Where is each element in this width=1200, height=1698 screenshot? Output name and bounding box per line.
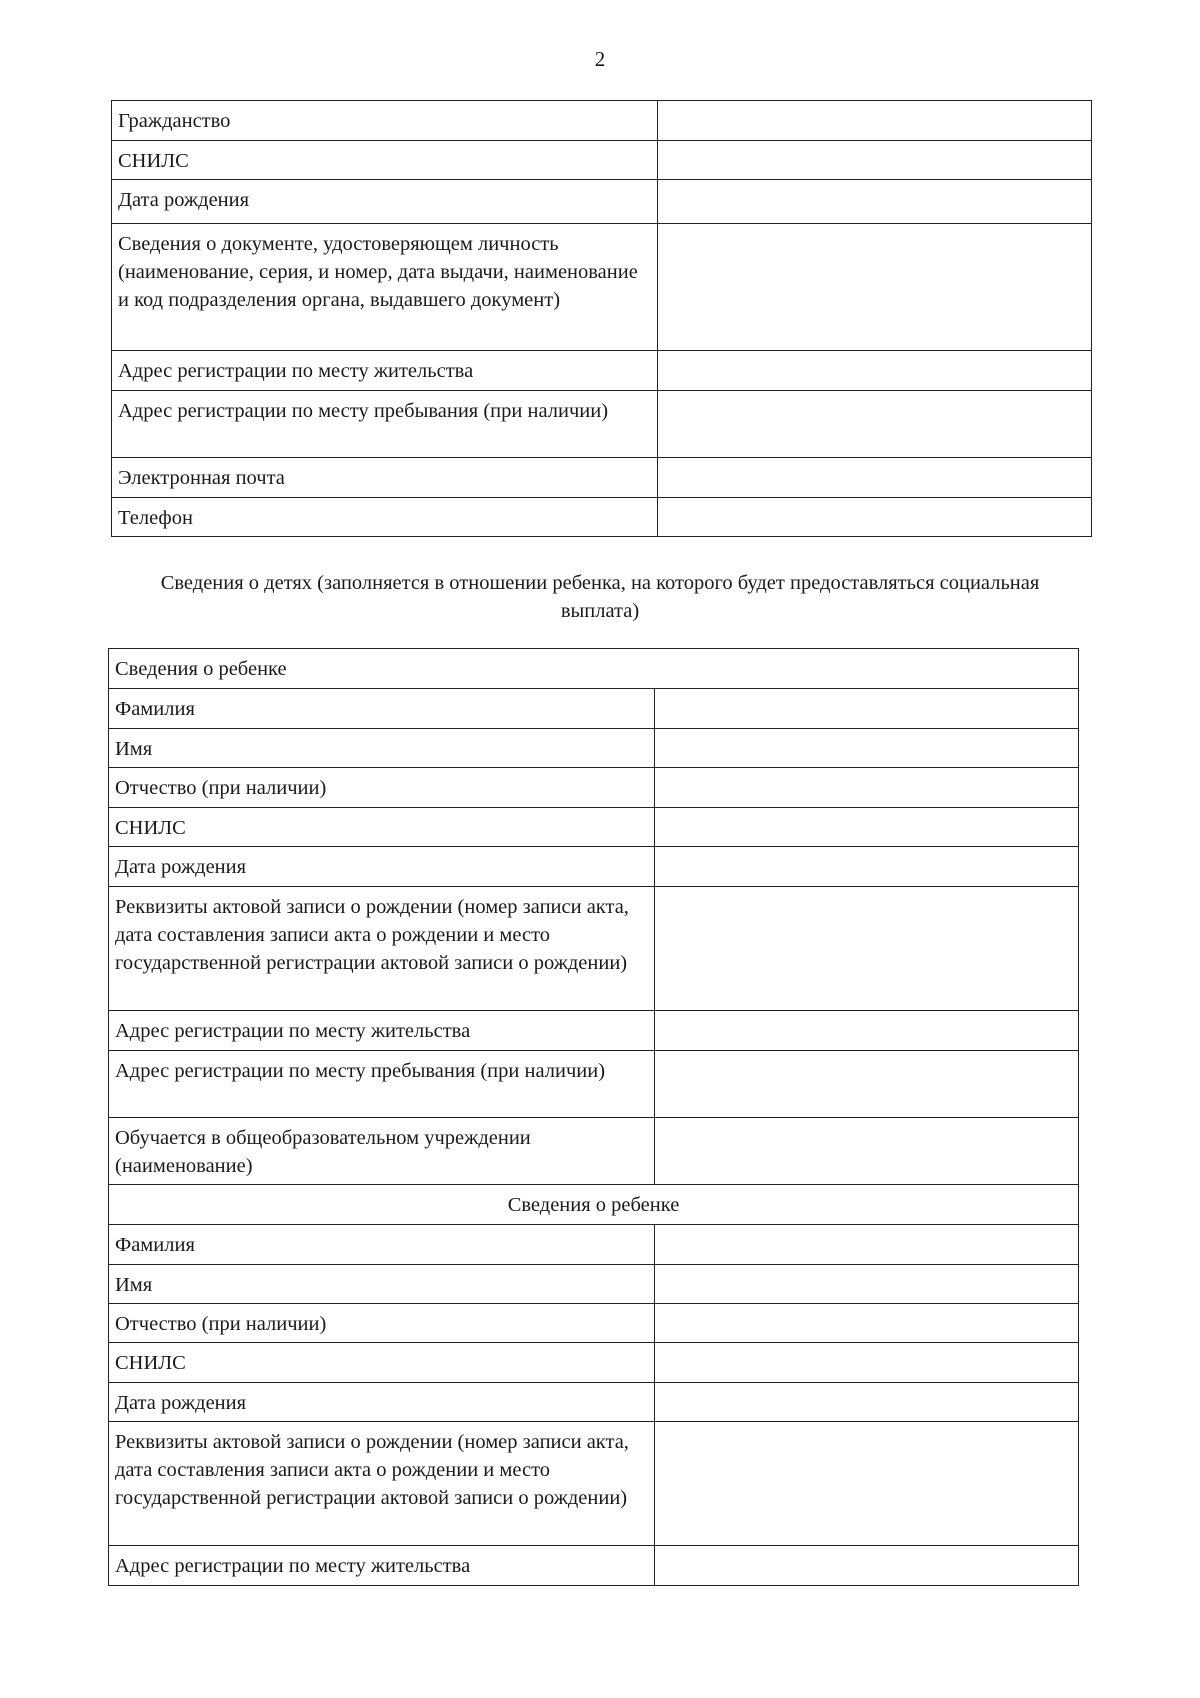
row-label: Адрес регистрации по месту жительства xyxy=(112,351,658,391)
child-2-surname-field[interactable] xyxy=(655,1225,1079,1265)
applicant-table xyxy=(111,100,1092,537)
child-2-snils-field[interactable] xyxy=(655,1343,1079,1383)
child-2-patronymic-field[interactable] xyxy=(655,1304,1079,1343)
child-2-birth-date-field[interactable] xyxy=(655,1383,1079,1422)
row-label: Реквизиты актовой записи о рождении (номер записи акта, дата составления записи акта о рождении и место государственной регистрации актовой записи о рождении) xyxy=(109,1422,655,1546)
table-row xyxy=(109,1118,1079,1185)
child-1-residence-address-field[interactable] xyxy=(655,1011,1079,1051)
row-label: Дата рождения xyxy=(112,180,658,224)
table-row xyxy=(109,847,1079,887)
citizenship-field[interactable] xyxy=(658,101,1092,141)
child-1-surname-field[interactable] xyxy=(655,689,1079,729)
table-row xyxy=(112,101,1092,141)
email-field[interactable] xyxy=(658,458,1092,498)
child-1-patronymic-field[interactable] xyxy=(655,768,1079,808)
table-row xyxy=(109,689,1079,729)
row-label: Адрес регистрации по месту пребывания (при наличии) xyxy=(112,391,658,458)
row-label: Адрес регистрации по месту пребывания (при наличии) xyxy=(109,1051,655,1118)
table-row xyxy=(112,391,1092,458)
row-label: Фамилия xyxy=(109,689,655,729)
table-row xyxy=(112,141,1092,180)
table-row xyxy=(112,458,1092,498)
table-row xyxy=(109,1225,1079,1265)
row-label: Адрес регистрации по месту жительства xyxy=(109,1011,655,1051)
table-row xyxy=(112,180,1092,224)
birth-date-field[interactable] xyxy=(658,180,1092,224)
table-row xyxy=(109,729,1079,768)
table-row xyxy=(109,649,1079,689)
child-section-heading: Сведения о ребенке xyxy=(109,1185,1079,1225)
table-row xyxy=(109,1383,1079,1422)
child-2-name-field[interactable] xyxy=(655,1265,1079,1304)
row-label: СНИЛС xyxy=(112,141,658,180)
table-row xyxy=(109,887,1079,1011)
row-label: Электронная почта xyxy=(112,458,658,498)
table-row xyxy=(112,351,1092,391)
identity-document-field[interactable] xyxy=(658,224,1092,351)
table-row xyxy=(109,768,1079,808)
child-2-birth-record-field[interactable] xyxy=(655,1422,1079,1546)
stay-address-field[interactable] xyxy=(658,391,1092,458)
table-row xyxy=(109,808,1079,847)
table-row xyxy=(109,1265,1079,1304)
table-row xyxy=(109,1051,1079,1118)
child-1-name-field[interactable] xyxy=(655,729,1079,768)
row-label: Сведения о документе, удостоверяющем личность (наименование, серия, и номер, дата выдачи, наименование и код подразделения органа, выдавшего документ) xyxy=(112,224,658,351)
row-label: Имя xyxy=(109,729,655,768)
child-2-residence-address-field[interactable] xyxy=(655,1546,1079,1586)
row-label: Дата рождения xyxy=(109,847,655,887)
children-table xyxy=(108,648,1079,1586)
row-label: Фамилия xyxy=(109,1225,655,1265)
row-label: Отчество (при наличии) xyxy=(109,768,655,808)
table-row xyxy=(109,1343,1079,1383)
row-label: Отчество (при наличии) xyxy=(109,1304,655,1343)
children-caption: Сведения о детях (заполняется в отношении ребенка, на которого будет предоставляться социальная выплата) xyxy=(160,572,1040,622)
table-row xyxy=(109,1422,1079,1546)
snils-field[interactable] xyxy=(658,141,1092,180)
child-1-birth-date-field[interactable] xyxy=(655,847,1079,887)
page-number: 2 xyxy=(594,47,606,71)
phone-field[interactable] xyxy=(658,498,1092,537)
row-label: СНИЛС xyxy=(109,808,655,847)
table-row xyxy=(109,1185,1079,1225)
child-1-stay-address-field[interactable] xyxy=(655,1051,1079,1118)
row-label: Гражданство xyxy=(112,101,658,141)
child-1-snils-field[interactable] xyxy=(655,808,1079,847)
row-label: Адрес регистрации по месту жительства xyxy=(109,1546,655,1586)
table-row xyxy=(112,224,1092,351)
table-row xyxy=(109,1011,1079,1051)
row-label: Имя xyxy=(109,1265,655,1304)
child-1-birth-record-field[interactable] xyxy=(655,887,1079,1011)
residence-address-field[interactable] xyxy=(658,351,1092,391)
child-section-heading: Сведения о ребенке xyxy=(109,649,1079,689)
row-label: Телефон xyxy=(112,498,658,537)
table-row xyxy=(109,1304,1079,1343)
row-label: Реквизиты актовой записи о рождении (номер записи акта, дата составления записи акта о рождении и место государственной регистрации актовой записи о рождении) xyxy=(109,887,655,1011)
row-label: Дата рождения xyxy=(109,1383,655,1422)
child-1-school-field[interactable] xyxy=(655,1118,1079,1185)
row-label: СНИЛС xyxy=(109,1343,655,1383)
table-row xyxy=(109,1546,1079,1586)
row-label: Обучается в общеобразовательном учреждении (наименование) xyxy=(109,1118,655,1185)
table-row xyxy=(112,498,1092,537)
